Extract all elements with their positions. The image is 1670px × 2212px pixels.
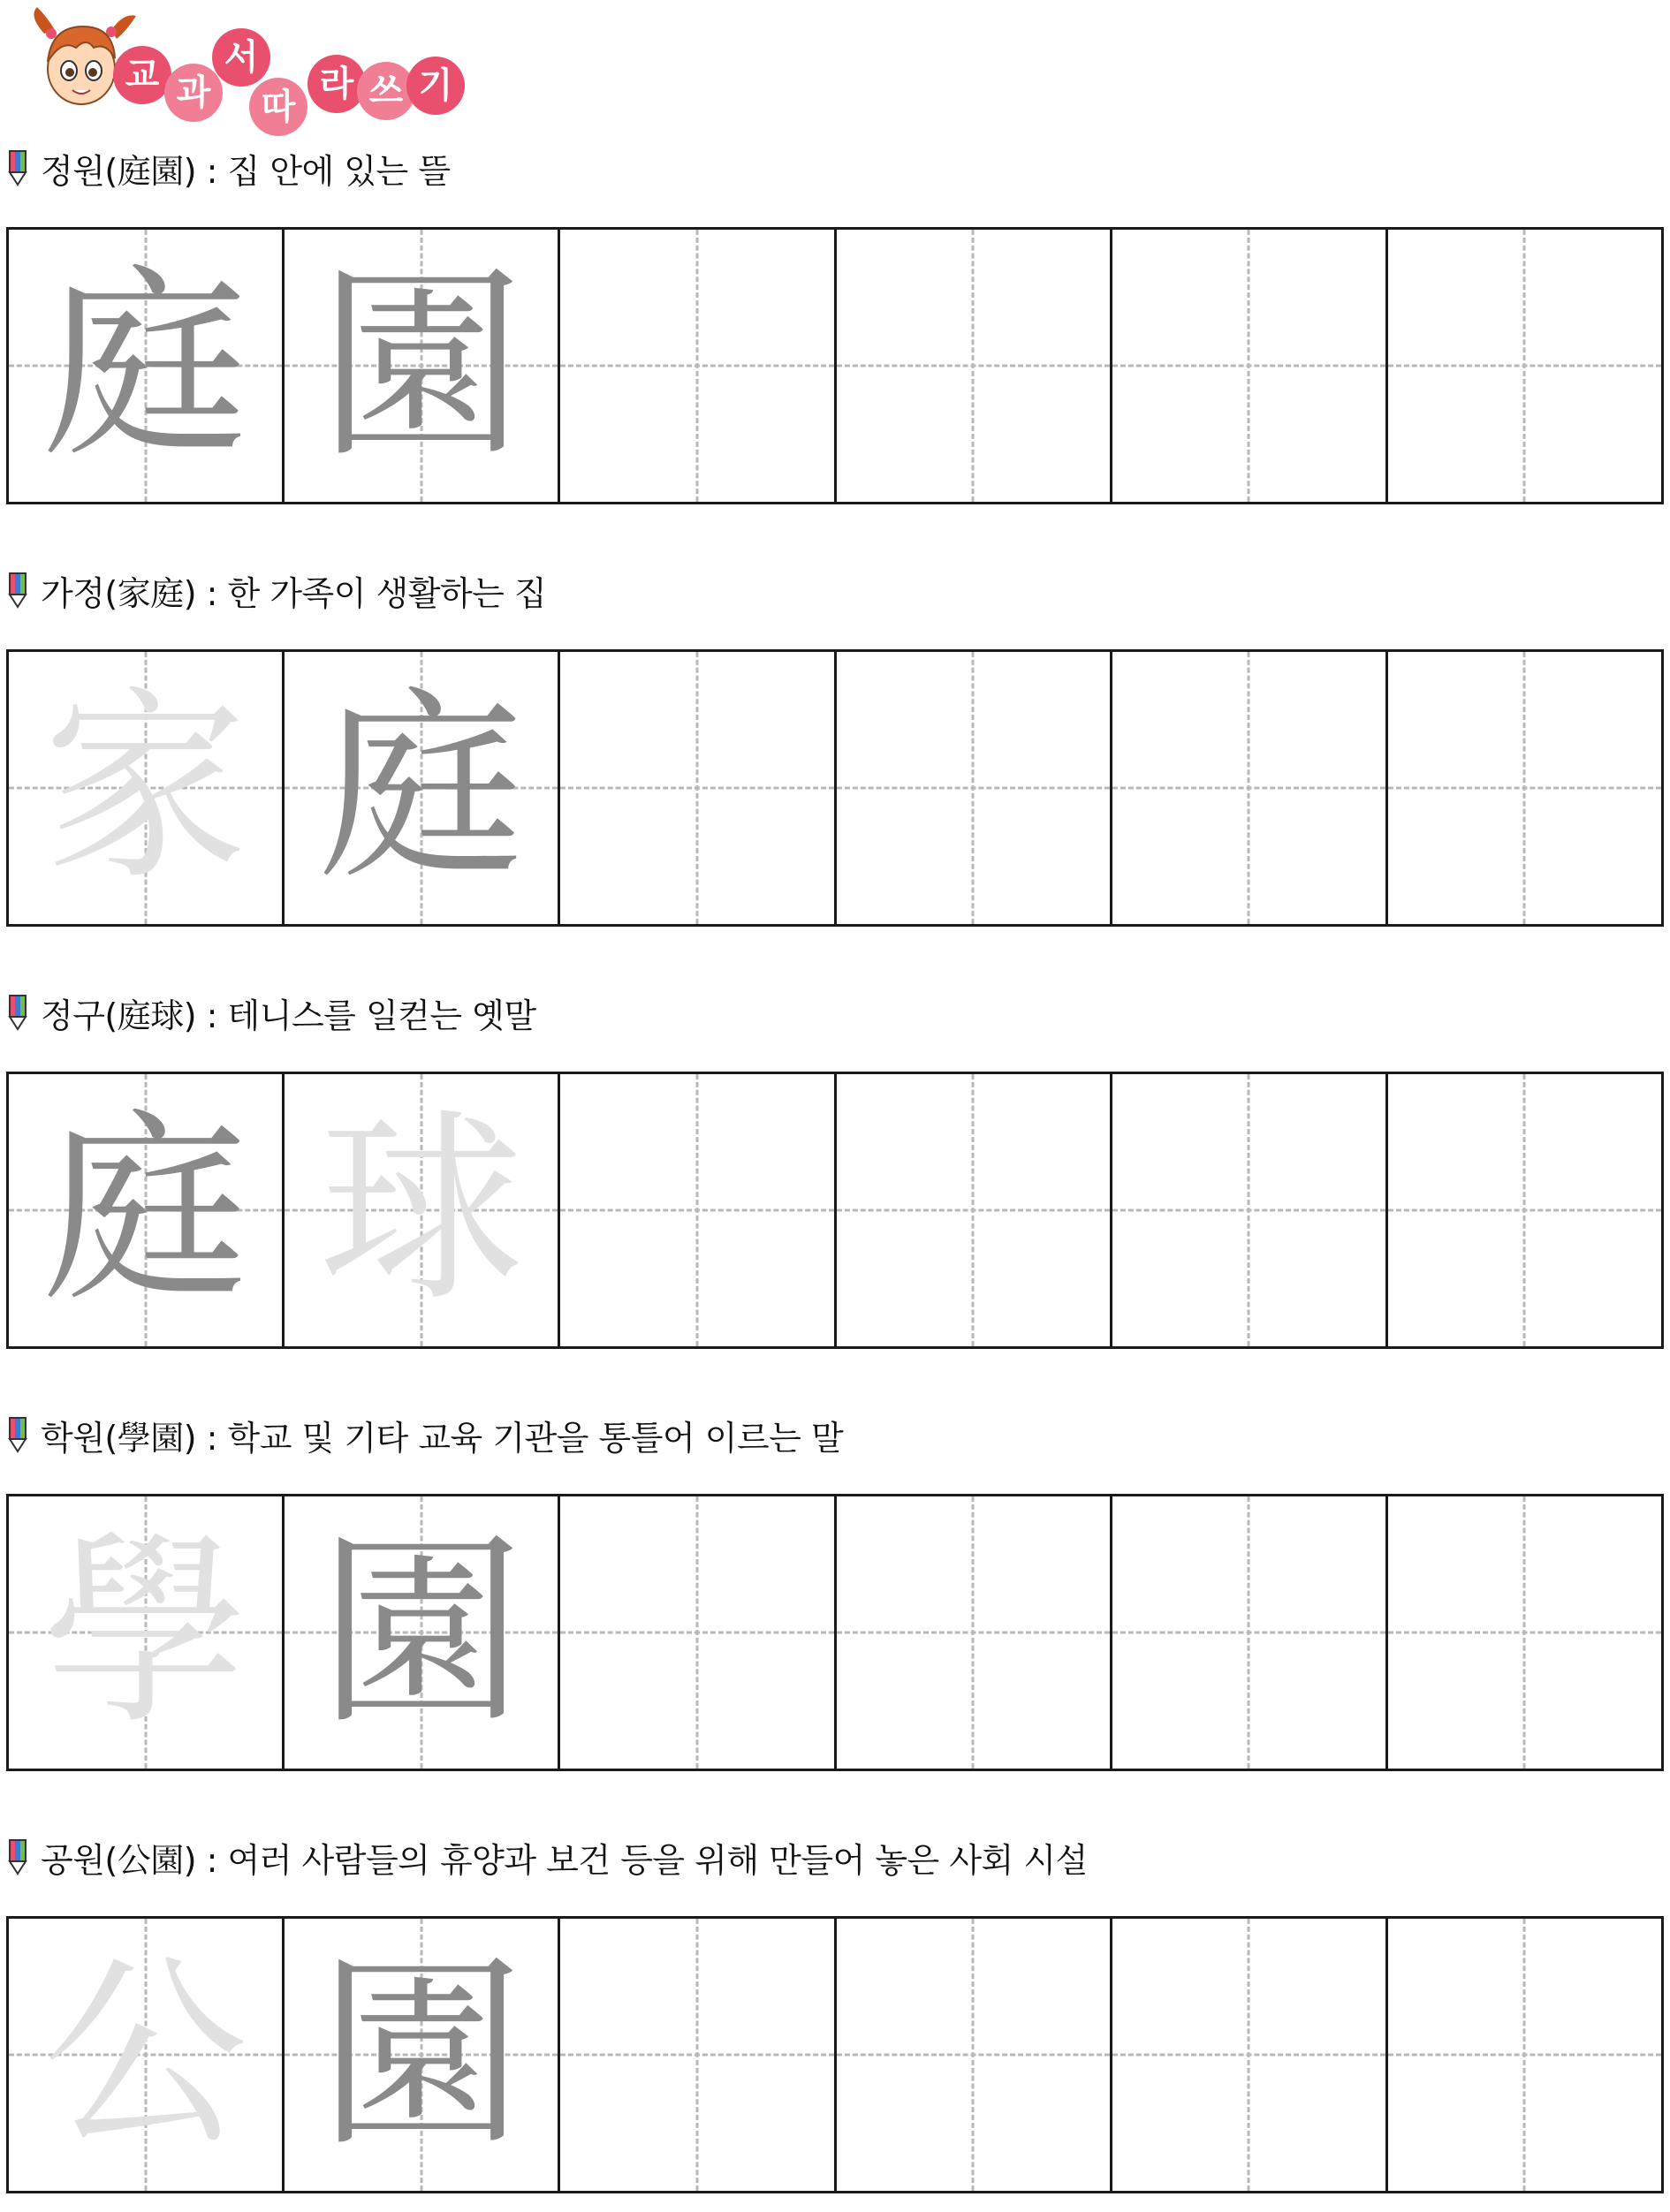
word-section-4	[0, 1408, 1670, 1779]
horizontal-guide-line	[837, 787, 1110, 790]
writing-box[interactable]	[1112, 1074, 1388, 1346]
writing-box[interactable]	[1388, 652, 1661, 924]
trace-character: 公	[42, 1936, 248, 2174]
word-meaning: : 학교 및 기타 교육 기관을 통틀어 이르는 말	[196, 1418, 844, 1458]
trace-character: 家	[42, 669, 248, 907]
word-section-1	[0, 141, 1670, 512]
writing-box[interactable]	[1112, 230, 1388, 502]
horizontal-guide-line	[1112, 787, 1385, 790]
word-reading: 정원	[41, 151, 105, 191]
word-section-3	[0, 986, 1670, 1357]
word-heading: 가정(家庭) : 한 가족이 생활하는 집	[7, 564, 546, 617]
horizontal-guide-line	[1112, 1632, 1385, 1634]
pencil-icon	[7, 1416, 28, 1453]
word-reading: 공원	[41, 1840, 105, 1880]
writing-box[interactable]	[285, 230, 560, 502]
writing-box[interactable]	[1388, 230, 1661, 502]
word-section-2	[0, 564, 1670, 935]
horizontal-guide-line	[1388, 787, 1661, 790]
word-reading: 학원	[41, 1418, 105, 1458]
writing-box[interactable]	[1388, 1919, 1661, 2191]
trace-character: 學	[42, 1513, 248, 1752]
horizontal-guide-line	[560, 2054, 833, 2057]
model-character: 庭	[42, 1091, 248, 1329]
writing-box[interactable]	[1112, 1496, 1388, 1769]
practice-grid	[6, 227, 1664, 504]
horizontal-guide-line	[837, 1632, 1110, 1634]
model-character: 庭	[42, 246, 248, 485]
writing-box[interactable]	[837, 652, 1112, 924]
writing-box[interactable]	[285, 1919, 560, 2191]
writing-box[interactable]	[560, 652, 836, 924]
word-heading: 정구(庭球) : 테니스를 일컫는 옛말	[7, 986, 536, 1039]
writing-box[interactable]	[1388, 1074, 1661, 1346]
word-meaning: : 한 가족이 생활하는 집	[196, 573, 547, 613]
writing-box[interactable]	[9, 230, 285, 502]
writing-box[interactable]	[560, 1074, 836, 1346]
horizontal-guide-line	[560, 1632, 833, 1634]
writing-box[interactable]	[837, 1919, 1112, 2191]
writing-box[interactable]	[285, 1496, 560, 1769]
word-heading: 정원(庭園) : 집 안에 있는 뜰	[7, 141, 451, 194]
horizontal-guide-line	[560, 1209, 833, 1212]
trace-character: 球	[318, 1091, 524, 1329]
writing-box[interactable]	[560, 1919, 836, 2191]
model-character: 園	[318, 1513, 524, 1752]
logo-syllable-5: 라	[307, 55, 366, 113]
horizontal-guide-line	[1388, 1632, 1661, 1634]
writing-box[interactable]	[837, 1074, 1112, 1346]
horizontal-guide-line	[1388, 365, 1661, 367]
logo-syllable-2: 과	[164, 64, 223, 122]
word-meaning: : 집 안에 있는 뜰	[196, 151, 451, 191]
word-meaning: : 테니스를 일컫는 옛말	[196, 996, 536, 1035]
pencil-icon	[7, 572, 28, 609]
pencil-icon	[7, 149, 28, 186]
horizontal-guide-line	[1112, 1209, 1385, 1212]
logo-syllable-1: 교	[113, 46, 171, 104]
writing-box[interactable]	[1388, 1496, 1661, 1769]
model-character: 園	[318, 1936, 524, 2174]
writing-box[interactable]	[9, 1074, 285, 1346]
writing-box[interactable]	[9, 1496, 285, 1769]
horizontal-guide-line	[1112, 2054, 1385, 2057]
word-hanja: 家庭	[117, 573, 184, 613]
logo-syllable-4: 따	[249, 78, 307, 136]
horizontal-guide-line	[560, 787, 833, 790]
word-reading: 가정	[41, 573, 105, 613]
writing-box[interactable]	[560, 230, 836, 502]
logo-syllable-3: 서	[212, 28, 270, 87]
horizontal-guide-line	[837, 1209, 1110, 1212]
word-section-5	[0, 1830, 1670, 2201]
writing-box[interactable]	[285, 652, 560, 924]
practice-grid	[6, 1916, 1664, 2193]
word-hanja: 學園	[117, 1418, 184, 1458]
horizontal-guide-line	[837, 2054, 1110, 2057]
word-heading: 공원(公園) : 여러 사람들의 휴양과 보건 등을 위해 만들어 놓은 사회 시설	[7, 1830, 1088, 1883]
horizontal-guide-line	[837, 365, 1110, 367]
word-meaning: : 여러 사람들의 휴양과 보건 등을 위해 만들어 놓은 사회 시설	[196, 1840, 1088, 1880]
textbook-copy-logo	[25, 4, 484, 127]
logo-syllable-7: 기	[406, 57, 465, 115]
horizontal-guide-line	[1388, 1209, 1661, 1212]
writing-box[interactable]	[837, 1496, 1112, 1769]
horizontal-guide-line	[560, 365, 833, 367]
horizontal-guide-line	[1112, 365, 1385, 367]
writing-box[interactable]	[9, 1919, 285, 2191]
writing-box[interactable]	[837, 230, 1112, 502]
word-hanja: 庭球	[117, 996, 184, 1035]
practice-grid	[6, 1072, 1664, 1349]
writing-box[interactable]	[1112, 1919, 1388, 2191]
practice-grid	[6, 1494, 1664, 1771]
model-character: 庭	[318, 669, 524, 907]
writing-box[interactable]	[285, 1074, 560, 1346]
writing-box[interactable]	[9, 652, 285, 924]
logo-syllable-6: 쓰	[357, 62, 415, 120]
practice-grid	[6, 649, 1664, 927]
word-heading: 학원(學園) : 학교 및 기타 교육 기관을 통틀어 이르는 말	[7, 1408, 843, 1461]
model-character: 園	[318, 246, 524, 485]
writing-box[interactable]	[560, 1496, 836, 1769]
horizontal-guide-line	[1388, 2054, 1661, 2057]
word-hanja: 公園	[117, 1840, 184, 1880]
writing-box[interactable]	[1112, 652, 1388, 924]
pencil-icon	[7, 994, 28, 1031]
pencil-icon	[7, 1838, 28, 1875]
word-reading: 정구	[41, 996, 105, 1035]
word-hanja: 庭園	[117, 151, 184, 191]
